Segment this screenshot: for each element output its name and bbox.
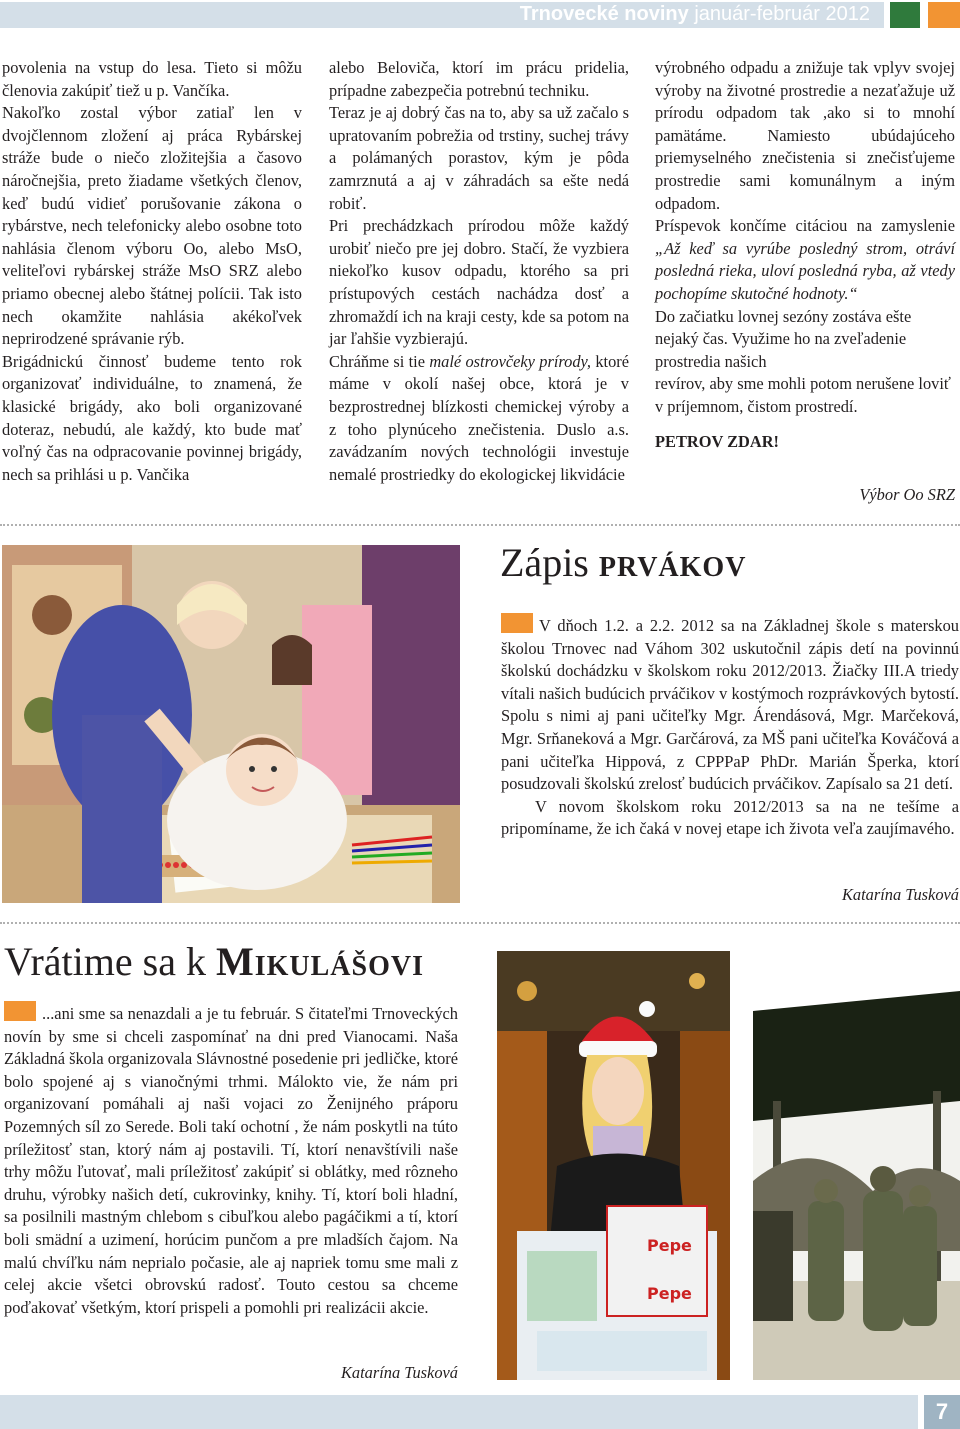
- paragraph: V novom školskom roku 2012/2013 sa na ne tešíme a pripomíname, že ich čaká v novej etape ich života veľa zaujímavého.: [501, 796, 959, 839]
- mikulas-title: [4, 940, 424, 984]
- orange-marker: [501, 613, 533, 633]
- page-number: 7: [924, 1395, 960, 1429]
- section-divider: [0, 524, 960, 526]
- article-top-col2: [329, 57, 629, 486]
- closing-greeting: PETROV ZDAR!: [655, 431, 780, 451]
- zapis-author: Katarína Tusková: [841, 885, 959, 904]
- paragraph: Nakoľko zostal výbor zatiaľ len v dvojčlennom zložení aj práca Rybárskej stráže bude o niečo zložitejšia a časovo náročnejšia, preto žiadame všetkých členov, keď budú vidieť porušovanie zákona o rybárstve, nech telefonicky alebo osobne toto nahlásia členom výboru Oo, alebo MsO, veliteľovi rybárskej stráže MsO SRZ alebo priamo obecnej alebo štátnej polícii. Tak isto nech okamžite nahlásia akékoľvek neprirodzené správanie rýb.: [2, 103, 302, 349]
- paragraph-text: ...ani sme sa nenazdali a je tu február. S čitateľmi Trnoveckých novín by sme si chceli zaspomínať na dni pred Vianocami. Naša Základná škola organizovala Slávnostné posedenie pri jedličke, ktoré bolo spojené aj s vianočnými trhmi. Málokto vie, že nám pri organizovaní pomáhali aj naši vojaci zo Ženijného práporu Pozemných síl zo Serede. Boli takí ochotní , že nám poskytli na túto príležitosť stan, ktorý nám aj postavili. Tí, ktorí nenavštívili naše trhy môžu ľutovať, mali príležitosť zakúpiť si oblátky, med rôzneho druhu, výrobky našich detí, cukrovinky, knihy. Tí, ktorí boli hladní, sa posilnili mastným chlebom s cibuľkou alebo pagáčikmi a tí, ktorí boli smädní a uzimení, horúcim punčom a pre mladších čajom. Na malú chvíľku nám neprialo počasie, ale aj napriek tomu sme mali z celej akcie všetci obrovskú radosť. Touto cestou sa chceme poďakovať všetkým, ktorí prispeli a pomohli pri realizácii akcie.: [4, 1004, 458, 1317]
- paragraph-text: V dňoch 1.2. a 2.2. 2012 sa na Základnej škole s materskou školou Trnovec nad Váhom 302 uskutočnil zápis detí na povinnú školskú dochádzku v školskom roku 2012/2013. Žiačky III.A triedy vítali našich budúcich prváčikov v kostýmoch rozprávkových bytostí. Spolu s nimi aj pani učiteľky Mgr. Árendásová, Mgr. Marčeková, Mgr. Srňaneková a Mgr. Garčárová, za MŠ pani učiteľka Kováčová a pani učiteľka Hippová, z CPPPaP PhDr. Marián Šperka, ktorí posudzovali školskú zrelosť budúcich prváčikov. Zapísalo sa 21 detí.: [501, 616, 959, 794]
- soldiers-tent-illustration: [753, 951, 960, 1380]
- paragraph: revírov, aby sme mohli potom nerušene loviť v príjemnom, čistom prostredí.: [655, 374, 951, 416]
- article-top-col1: [2, 57, 302, 486]
- paragraph: [4, 1001, 458, 1319]
- article-top-author: Výbor Oo SRZ: [859, 485, 955, 504]
- paragraph: Brigádnickú činnosť budeme tento rok organizovať individuálne, to znamená, že klasické brigády, ako boli organizované doteraz, nebudú, ale každý, kto bude mať voľný čas na odpracovanie povinnej brigády, nech sa prihlási u p. Vančika: [2, 351, 302, 484]
- newspaper-name: Trnovecké noviny: [519, 3, 689, 25]
- stand-sign-2: Pepe: [647, 1284, 692, 1303]
- text-span: Príspevok končíme citáciou na zamyslenie: [655, 216, 955, 236]
- classroom-photo: [2, 545, 460, 903]
- paragraph: Pri prechádzkach prírodou môže každý urobiť niečo pre jej dobro. Stačí, že vyzbiera niekoľko kusov odpadu, ktorého sa pri prístupových cestách nachádza dosť a zhromaždí ich na kraji cesty, kde sa potom na jar ľahšie vyzbierajú.: [329, 216, 629, 349]
- title-caps: Mikulášovi: [215, 939, 424, 984]
- title-part: Zápis: [500, 540, 599, 585]
- zapis-body: [501, 613, 959, 841]
- christmas-market-illustration: [497, 951, 730, 1380]
- mikulas-body: [4, 1001, 458, 1319]
- paragraph: Do začiatku lovnej sezóny zostáva ešte nejaký čas. Využime ho na zveľadenie prostredia našich: [655, 306, 912, 371]
- paragraph: [655, 215, 955, 305]
- text-span: Chráňme si tie: [329, 351, 430, 371]
- paragraph: [329, 351, 629, 487]
- page-header: [0, 0, 960, 30]
- paragraph: [501, 613, 959, 796]
- paragraph: výrobného odpadu a znižuje tak vplyv svojej výroby na životné prostredie a nezaťažuje už prírodu odpadom tak ,ako si to mnohí pamätáme. Namiesto ubúdajúceho priemyselného znečistenia si znečisťujeme prostredie sami komunálnym a iným odpadom.: [655, 58, 955, 213]
- stand-sign-1: Pepe: [647, 1236, 692, 1255]
- footer-strip: [0, 1395, 918, 1429]
- paragraph: povolenia na vstup do lesa. Tieto si môžu členovia zakúpiť tiež u p. Vančíka.: [2, 58, 302, 100]
- header-green-square: [890, 2, 920, 28]
- soldiers-tent-photo: [753, 951, 960, 1380]
- quote-span: „Až keď sa vyrúbe posledný strom, otráví posledná rieka, uloví posledná ryba, až vtedy pochopíme skutočné hodnoty.“: [655, 238, 955, 303]
- title-caps: prvákov: [598, 540, 747, 585]
- title-part: Vrátime sa k: [4, 939, 216, 984]
- header-title: [520, 3, 870, 26]
- italic-span: malé ostrovčeky prírody,: [429, 351, 592, 371]
- article-top-col3: [655, 57, 955, 453]
- section-divider: [0, 922, 960, 924]
- text-span: ktoré máme v okolí našej obce, ktorá je v bezprostrednej blízkosti chemickej výroby a z toho plynúceho znečistenia. Duslo a.s. zavádzaním nových technológii investuje nemalé prostriedky do ekologickej likvidácie: [329, 351, 629, 484]
- paragraph: alebo Beloviča, ktorí im prácu pridelia, prípadne zabezpečia potrebnú techniku.: [329, 58, 629, 100]
- mikulas-author: Katarína Tusková: [340, 1363, 458, 1382]
- zapis-title: [500, 541, 746, 585]
- classroom-photo-illustration: [2, 545, 460, 903]
- header-orange-square: [928, 2, 960, 28]
- issue-date: január-február 2012: [694, 3, 870, 25]
- christmas-market-photo: [497, 951, 730, 1380]
- paragraph: Teraz je aj dobrý čas na to, aby sa už začalo s upratovaním pobrežia od trstiny, suchej trávy a polámaných porastov, kým je pôda zamrznutá a aj v záhradách sa ešte nedá robiť.: [329, 103, 629, 213]
- orange-marker: [4, 1001, 36, 1021]
